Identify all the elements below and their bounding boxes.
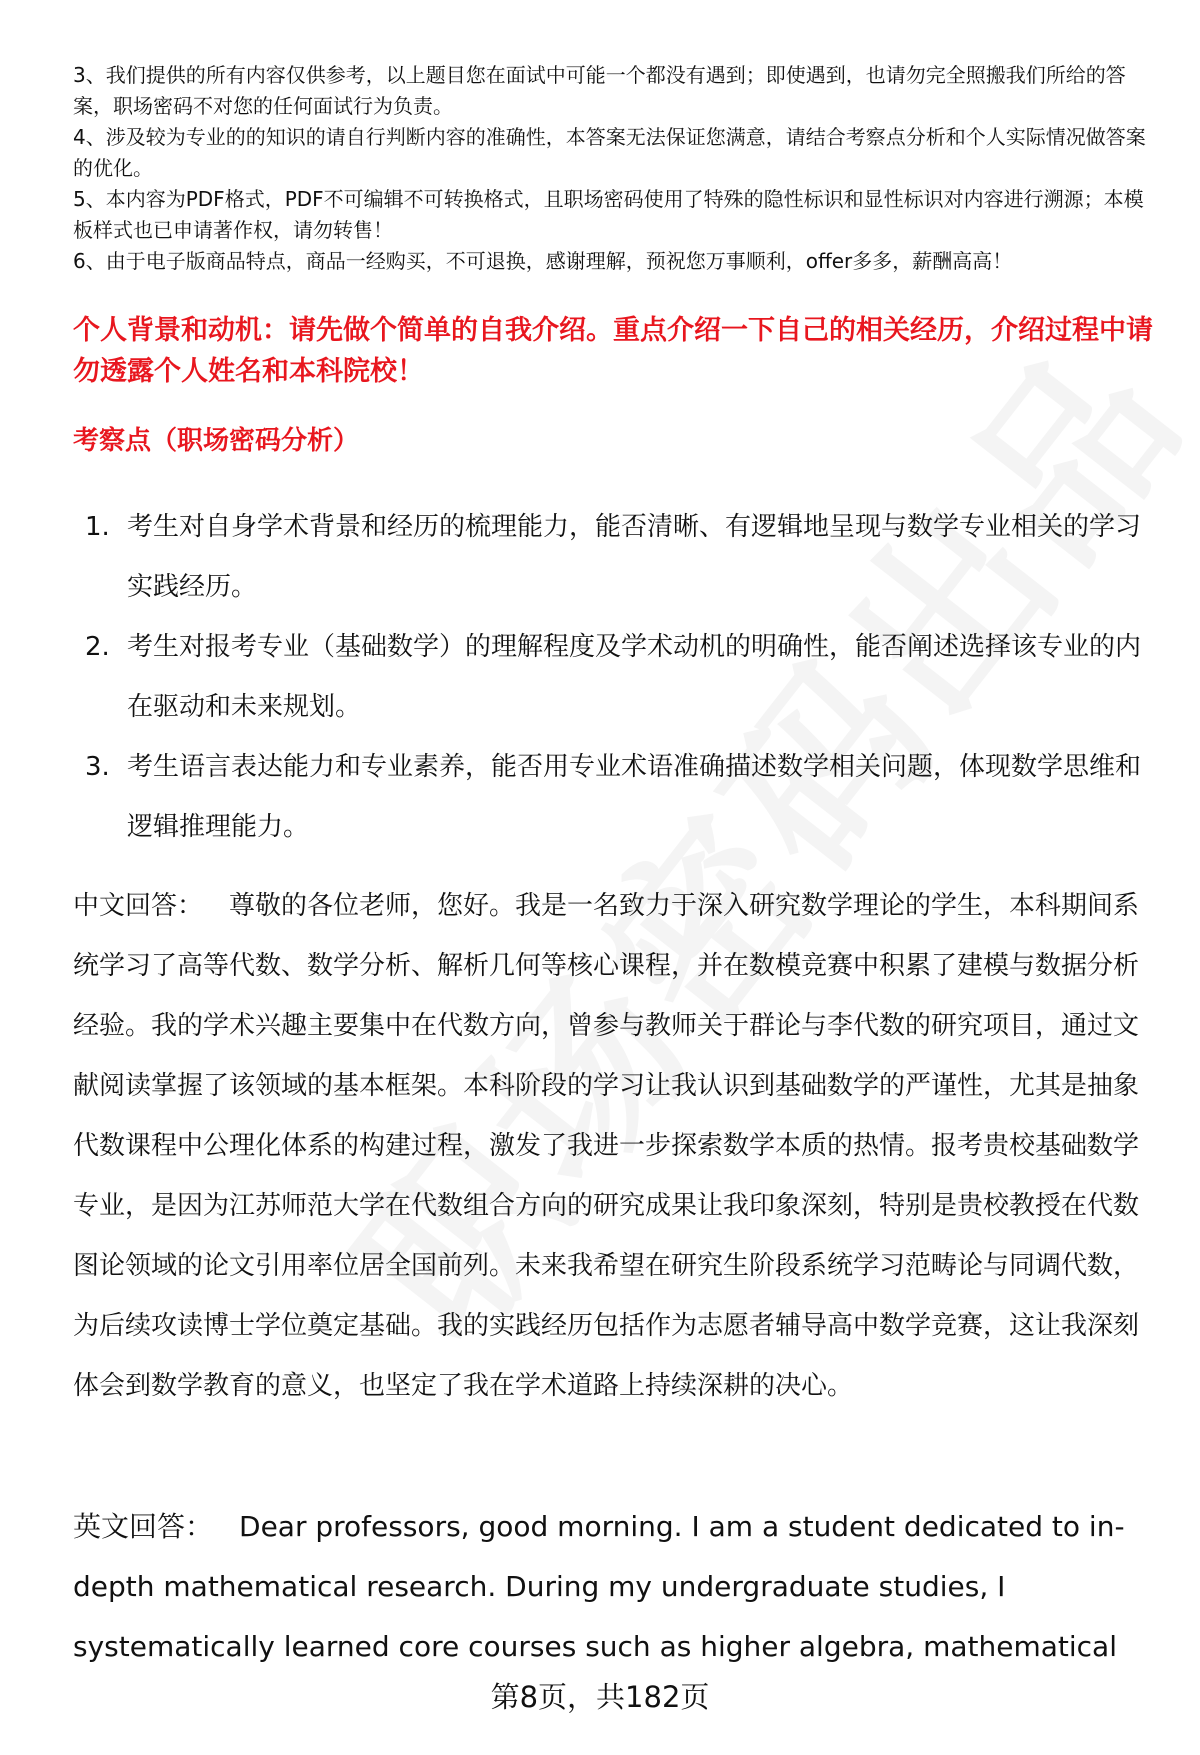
point-text: 考生语言表达能力和专业素养，能否用专业术语准确描述数学相关问题，体现数学思维和逻辑推理能力。 bbox=[127, 752, 1142, 842]
note-item: 5、本内容为PDF格式，PDF不可编辑不可转换格式，且职场密码使用了特殊的隐性标识和显性标识对内容进行溯源；本模板样式也已申请著作权，请勿转售！ bbox=[73, 187, 1144, 242]
page-number: 第8页，共182页 bbox=[490, 1680, 710, 1714]
analysis-point bbox=[73, 497, 1153, 617]
point-number: 3. bbox=[85, 752, 110, 782]
note-item: 4、涉及较为专业的的知识的请自行判断内容的准确性，本答案无法保证您满意，请结合考察点分析和个人实际情况做答案的优化。 bbox=[73, 125, 1146, 180]
english-answer bbox=[73, 1497, 1158, 1677]
point-text: 考生对自身学术背景和经历的梳理能力，能否清晰、有逻辑地呈现与数学专业相关的学习实践经历。 bbox=[127, 512, 1142, 602]
chinese-answer bbox=[73, 876, 1158, 1416]
disclaimer-notes bbox=[73, 60, 1148, 277]
note-item: 6、由于电子版商品特点，商品一经购买，不可退换，感谢理解，预祝您万事顺利，offer多多，薪酬高高！ bbox=[73, 249, 1013, 273]
chinese-answer-text: 尊敬的各位老师，您好。我是一名致力于深入研究数学理论的学生，本科期间系统学习了高等代数、数学分析、解析几何等核心课程，并在数模竞赛中积累了建模与数据分析经验。我的学术兴趣主要集中在代数方向，曾参与教师关于群论与李代数的研究项目，通过文献阅读掌握了该领域的基本框架。本科阶段的学习让我认识到基础数学的严谨性，尤其是抽象代数课程中公理化体系的构建过程，激发了我进一步探索数学本质的热情。报考贵校基础数学专业，是因为江苏师范大学在代数组合方向的研究成果让我印象深刻，特别是贵校教授在代数图论领域的论文引用率位居全国前列。未来我希望在研究生阶段系统学习范畴论与同调代数，为后续攻读博士学位奠定基础。我的实践经历包括作为志愿者辅导高中数学竞赛，这让我深刻体会到数学教育的意义，也坚定了我在学术道路上持续深耕的决心。 bbox=[73, 891, 1140, 1401]
analysis-points bbox=[73, 497, 1153, 857]
chinese-answer-label: 中文回答： bbox=[73, 891, 204, 921]
analysis-point bbox=[73, 737, 1153, 857]
analysis-point bbox=[73, 617, 1153, 737]
point-number: 2. bbox=[85, 632, 110, 662]
note-item: 3、我们提供的所有内容仅供参考，以上题目您在面试中可能一个都没有遇到；即使遇到，也请勿完全照搬我们所给的答案，职场密码不对您的任何面试行为负责。 bbox=[73, 63, 1126, 118]
analysis-heading: 考察点（职场密码分析） bbox=[73, 426, 360, 456]
point-number: 1. bbox=[85, 512, 110, 542]
english-answer-text: Dear professors, good morning. I am a student dedicated to in-depth mathematical research. During my undergraduate studies, I systematically learned core courses such as higher algebra, mathematical bbox=[73, 1510, 1125, 1663]
point-text: 考生对报考专业（基础数学）的理解程度及学术动机的明确性，能否阐述选择该专业的内在驱动和未来规划。 bbox=[127, 632, 1142, 722]
english-answer-label: 英文回答： bbox=[73, 1510, 214, 1543]
interview-question: 个人背景和动机：请先做个简单的自我介绍。重点介绍一下自己的相关经历，介绍过程中请勿透露个人姓名和本科院校！ bbox=[73, 315, 1153, 387]
